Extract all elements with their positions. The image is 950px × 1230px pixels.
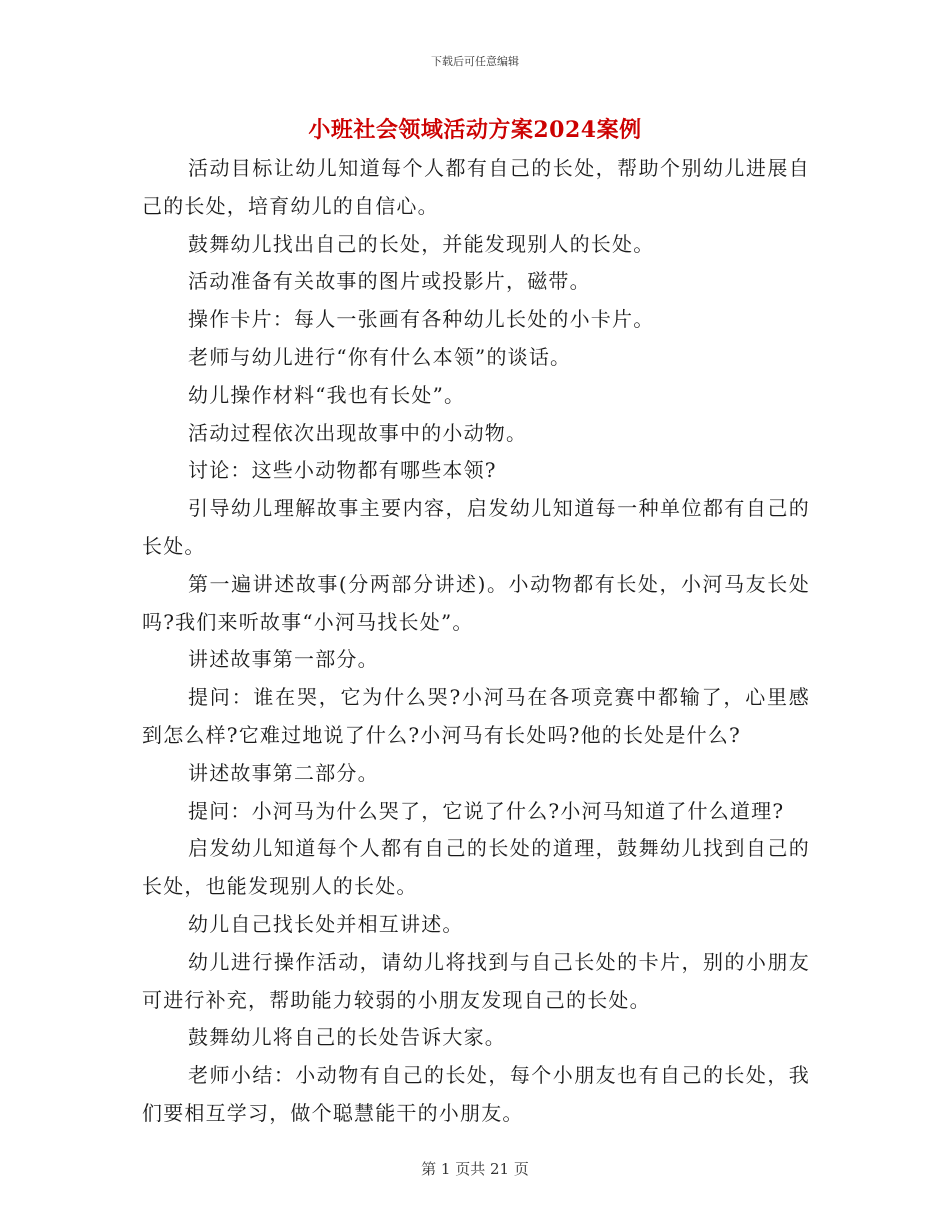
paragraph: 幼儿自己找长处并相互讲述。 [188, 911, 464, 936]
page-footer: 第 1 页共 21 页 [421, 1160, 529, 1178]
paragraph: 幼儿操作材料“我也有长处”。 [188, 382, 466, 407]
paragraph: 讲述故事第二部分。 [188, 760, 379, 785]
paragraph: 操作卡片：每人一张画有各种幼儿长处的小卡片。 [188, 307, 655, 332]
paragraph: 幼儿进行操作活动，请幼儿将找到与自己长处的卡片，别的小朋友可进行补充，帮助能力较弱的小朋友发现自己的长处。 [142, 949, 810, 1012]
paragraph: 引导幼儿理解故事主要内容，启发幼儿知道每一种单位都有自己的长处。 [142, 496, 810, 558]
paragraph: 第一遍讲述故事(分两部分讲述)。小动物都有长处，小河马友长处吗?我们来听故事“小河马找长处”。 [142, 571, 810, 634]
paragraph: 老师小结：小动物有自己的长处，每个小朋友也有自己的长处，我们要相互学习，做个聪慧能干的小朋友。 [142, 1063, 810, 1125]
paragraph: 活动准备有关故事的图片或投影片，磁带。 [188, 269, 591, 294]
document-body [142, 150, 810, 1133]
paragraph: 提问：谁在哭，它为什么哭?小河马在各项竞赛中都输了，心里感到怎么样?它难过地说了什么?小河马有长处吗?他的长处是什么? [142, 685, 810, 747]
paragraph: 活动过程依次出现故事中的小动物。 [188, 420, 528, 445]
paragraph: 老师与幼儿进行“你有什么本领”的谈话。 [188, 344, 572, 369]
paragraph: 提问：小河马为什么哭了，它说了什么?小河马知道了什么道理? [188, 798, 785, 823]
page-header: 下载后可任意编辑 [431, 55, 519, 68]
paragraph: 讲述故事第一部分。 [188, 647, 379, 672]
paragraph: 活动目标让幼儿知道每个人都有自己的长处，帮助个别幼儿进展自己的长处，培育幼儿的自信心。 [142, 156, 810, 218]
paragraph: 讨论：这些小动物都有哪些本领? [188, 458, 497, 483]
document-title: 小班社会领域活动方案2024案例 [308, 117, 642, 143]
paragraph: 鼓舞幼儿将自己的长处告诉大家。 [188, 1025, 506, 1050]
paragraph: 启发幼儿知道每个人都有自己的长处的道理，鼓舞幼儿找到自己的长处，也能发现别人的长处。 [142, 836, 810, 899]
paragraph: 鼓舞幼儿找出自己的长处，并能发现别人的长处。 [188, 231, 655, 256]
